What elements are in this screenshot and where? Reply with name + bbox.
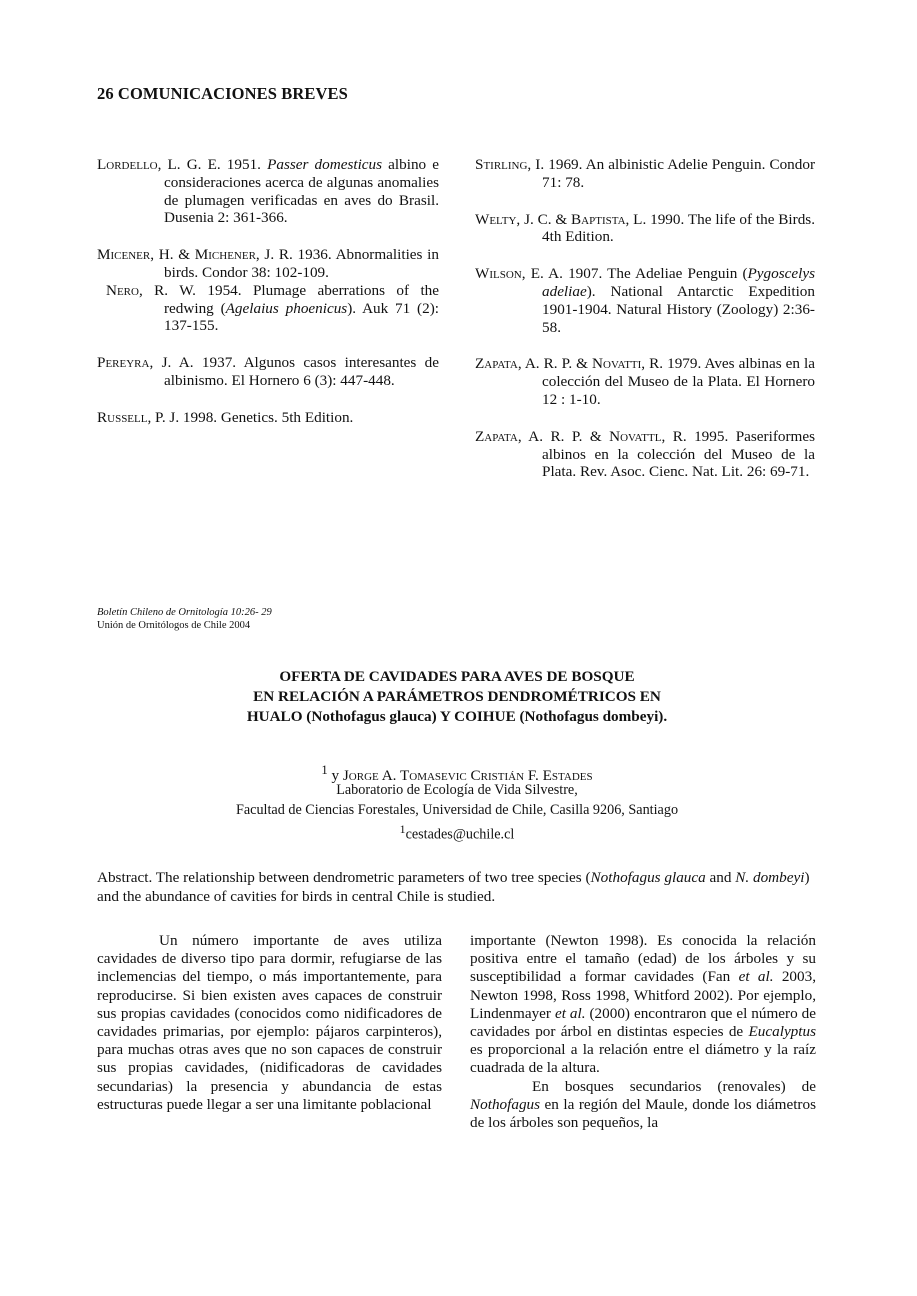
reference-year: 1954. [207,281,242,299]
reference-entry [97,246,439,282]
references-right-column [475,156,815,500]
body-italic: Eucalyptus [748,1023,816,1041]
reference-year: 1979. [667,355,702,373]
author-conjunction: y [327,767,343,785]
references-left-column [97,156,439,446]
reference-text: ). Auk 71 (2): 137-155. [164,299,439,335]
reference-entry [97,282,439,335]
body-text: importante (Newton 1998). Es conocida la relación positiva entre el tamaño (edad) de los árboles y su susceptibilidad a formar cavidades (Fan [470,932,816,986]
reference-year: 1951. [226,156,261,173]
reference-year: 1998. [182,408,218,426]
reference-entry [97,409,439,427]
affiliation-lab: Laboratorio de Ecología de Vida Silvestre, [336,782,578,798]
reference-text: Algunos casos interesantes de albinismo. El Hornero 6 (3): 447-448. [164,354,439,389]
reference-entry [97,156,439,227]
reference-year: 1936. [297,246,332,264]
reference-entry [475,265,815,336]
abstract-text: ) and the abundance of cavities for birds in central Chile is studied. [97,869,810,905]
reference-author: Zapata, A. R. P. & Novattl, R. [475,427,687,445]
reference-entry [475,156,815,192]
reference-text: The life of the Birds. 4th Edition. [542,210,816,246]
author-name: Cristián F. Estades [470,767,593,785]
email-marker: 1 [399,822,406,836]
reference-text: An albinistic Adelie Penguin. Condor 71: 78. [542,156,816,191]
reference-species: Pygoscelys adeliae [542,265,815,300]
reference-author: Wilson, E. A. [475,265,563,283]
reference-entry [475,211,815,247]
journal-citation: Boletín Chileno de Ornitología 10:26- 29 [97,607,272,618]
author-name: Jorge A. Tomasevic [342,767,467,785]
reference-text: Plumage aberrations of the redwing ( [164,281,439,317]
body-paragraph [470,932,816,1078]
abstract-text: and [705,869,736,886]
abstract [97,868,817,906]
reference-text: Genetics. 5th Edition. [220,408,354,426]
body-text: En bosques secundarios (renovales) de [532,1077,816,1095]
title-line: HUALO (Nothofagus glauca) Y COIHUE (Nothofagus dombeyi). [246,708,668,725]
affiliation-email [97,820,817,845]
reference-species: Agelaius phoenicus [225,299,348,317]
affiliation-block [97,781,817,845]
reference-author: Pereyra, J. A. [97,354,194,372]
abstract-text: Abstract. The relationship between dendrometric parameters of two tree species ( [97,869,591,886]
body-text: (2000) encontraron que el número de cavidades por árbol en distintas especies de [470,1004,817,1041]
reference-text: albino e consideraciones acerca de algunas anomalies de plumagen verificadas en aves do Brasil. Dusenia 2: 361-366. [164,156,439,227]
reference-species: Passer domesticus [267,156,383,173]
body-italic: et al. [554,1004,586,1022]
abstract-species: Nothofagus glauca [590,869,706,886]
reference-text: Paseriformes albinos en la colección del Museo de la Plata. Rev. Asoc. Cienc. Nat. Lit. 26: 69-71. [542,427,815,481]
reference-author: Lordello, L. G. E. [97,156,221,173]
body-paragraph: Un número importante de aves utiliza cavidades de diverso tipo para dormir, refugiarse de las inclemencias del tiempo, o más importantemente, para reproducirse. Si bien existen aves capaces de construir sus propias cavidades (conocidos como nidificadores de cavidades primarias, por ejemplo: pájaros carpinteros), para muchas otras aves que no son capaces de construir sus propias cavidades, (nidificadoras de cavidades secundarias) la presencia y abundancia de estas estructuras puede llegar a ser una limitante poblacional [97,932,442,1113]
reference-author: Zapata, A. R. P. & Novatti, R. [475,355,664,373]
reference-year: 1990. [650,210,685,228]
body-italic: et al. [738,968,774,986]
reference-year: 1969. [548,156,583,173]
article-title [97,667,817,727]
title-line: OFERTA DE CAVIDADES PARA AVES DE BOSQUE [279,668,635,685]
reference-text: ). National Antarctic Expedition 1901-1904. Natural History (Zoology) 2:36-58. [542,282,815,336]
publisher-line: Unión de Ornitólogos de Chile 2004 [97,620,251,631]
journal-metadata [97,606,272,632]
body-text: es proporcional a la relación entre el diámetro y la raíz cuadrada de la altura. [470,1041,816,1077]
body-right-column [470,932,816,1132]
title-line: EN RELACIÓN A PARÁMETROS DENDROMÉTRICOS EN [253,688,661,705]
body-paragraph [470,1078,816,1133]
reference-author: Stirling, I. [475,156,545,173]
reference-text: Aves albinas en la colección del Museo de la Plata. El Hornero 12 : 1-10. [542,355,815,408]
affiliation-marker: 1 [321,763,328,777]
email-address: cestades@uchile.cl [405,826,515,843]
affiliation-faculty: Facultad de Ciencias Forestales, Universidad de Chile, Casilla 9206, Santiago [235,801,679,818]
reference-text: Abnormalities in birds. Condor 38: 102-109. [164,246,439,281]
reference-author: Nero, R. W. [106,281,196,299]
body-text: 2003, Newton 1998, Ross 1998, Whitford 2002). Por ejemplo, Lindenmayer [470,968,817,1022]
reference-entry [475,355,815,408]
reference-author: Welty, J. C. & Baptista, L. [475,210,647,228]
reference-year: 1907. [568,265,603,283]
body-italic: Nothofagus [470,1095,541,1113]
body-text: en la región del Maule, donde los diámetros de los árboles son pequeños, la [470,1095,816,1132]
abstract-species: N. dombeyi [735,869,805,886]
reference-year: 1995. [694,427,729,445]
reference-author: Micener, H. & Michener, J. R. [97,246,293,264]
reference-entry [97,354,439,390]
reference-entry [475,428,815,481]
body-left-column [97,932,442,1114]
reference-year: 1937. [201,354,237,372]
reference-text: The Adeliae Penguin ( [607,265,748,283]
running-header: 26 COMUNICACIONES BREVES [97,84,348,103]
reference-author: Russell, P. J. [97,408,180,426]
